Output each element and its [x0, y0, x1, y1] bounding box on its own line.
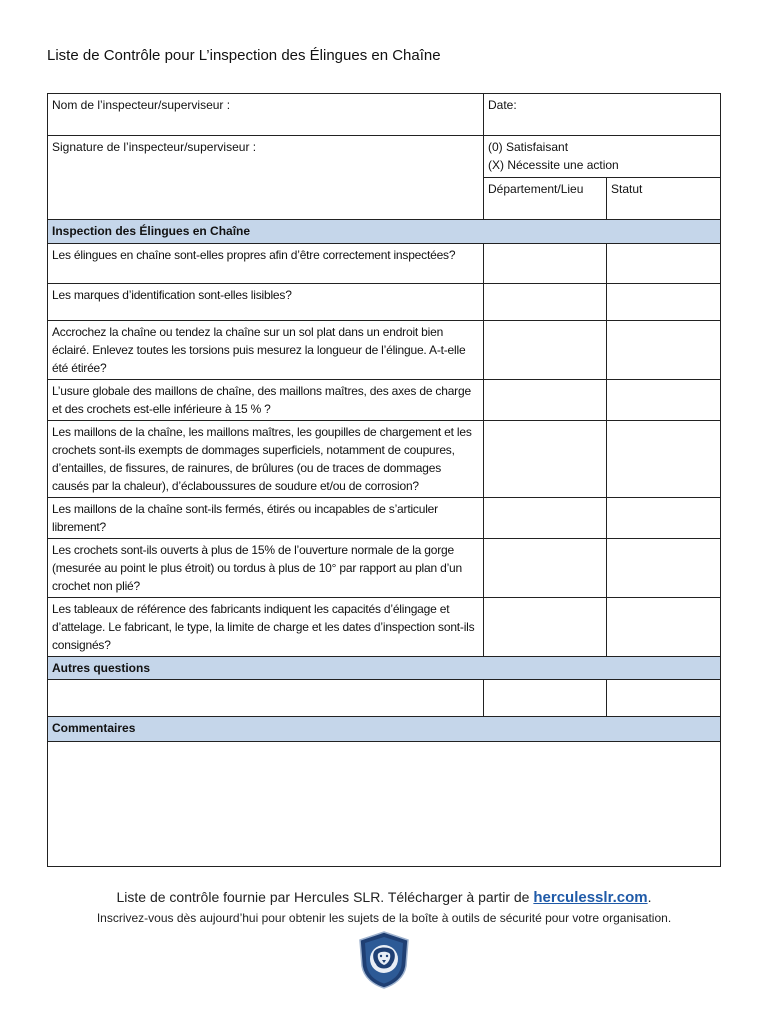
- status-cell[interactable]: [607, 284, 721, 321]
- inspection-form-table: [47, 93, 721, 867]
- department-cell[interactable]: [484, 244, 607, 284]
- department-cell[interactable]: [484, 321, 607, 380]
- department-cell[interactable]: [484, 539, 607, 598]
- question-text: Les élingues en chaîne sont-elles propres afin d’être correctement inspectées?: [48, 244, 484, 284]
- footer-provided-by: [0, 889, 768, 906]
- question-row: [48, 598, 721, 657]
- question-row: [48, 498, 721, 539]
- legend-action: (X) Nécessite une action: [488, 158, 619, 172]
- status-cell[interactable]: [607, 598, 721, 657]
- question-text: Les tableaux de référence des fabricants indiquent les capacités d’élingage et d’attelage. Le fabricant, le type, la limite de charge et les dates d’inspection sont-ils consignés?: [48, 598, 484, 657]
- question-row: [48, 244, 721, 284]
- herculesslr-link[interactable]: herculesslr.com: [533, 889, 648, 906]
- inspection-section-header: [48, 220, 721, 244]
- header-row-signature: [48, 136, 721, 178]
- question-row: [48, 421, 721, 498]
- question-row: [48, 321, 721, 380]
- question-text: Les maillons de la chaîne, les maillons maîtres, les goupilles de chargement et les crochets sont-ils exempts de dommages superficiels, notamment de coupures, d’entailles, de fissures, de rainures, de brûlures (ou de traces de dommages causés par la chaleur), d’éclaboussures de soudure et/ou de corrosion?: [48, 421, 484, 498]
- status-cell[interactable]: [607, 321, 721, 380]
- department-cell[interactable]: [484, 598, 607, 657]
- inspector-name-field[interactable]: [48, 94, 484, 136]
- department-cell[interactable]: [484, 680, 607, 717]
- other-section-title: Autres questions: [48, 657, 721, 680]
- status-cell[interactable]: [607, 498, 721, 539]
- status-cell[interactable]: [607, 680, 721, 717]
- other-section-header: [48, 657, 721, 680]
- question-text: Les crochets sont-ils ouverts à plus de 15% de l’ouverture normale de la gorge (mesurée au point le plus étroit) ou tordus à plus de 10° par rapport au plan d’un crochet non plié?: [48, 539, 484, 598]
- status-cell[interactable]: [607, 421, 721, 498]
- comments-section-header: [48, 717, 721, 742]
- department-cell[interactable]: [484, 421, 607, 498]
- signature-field[interactable]: [48, 136, 484, 220]
- department-header: Département/Lieu: [484, 178, 607, 220]
- legend-satisfactory: (0) Satisfaisant: [488, 140, 569, 154]
- department-cell[interactable]: [484, 380, 607, 421]
- other-question-field[interactable]: [48, 680, 484, 717]
- comments-row: [48, 742, 721, 867]
- inspection-section-title: Inspection des Élingues en Chaîne: [48, 220, 721, 244]
- footer-signup-text: Inscrivez-vous dès aujourd’hui pour obtenir les sujets de la boîte à outils de sécurité pour votre organisation.: [96, 911, 672, 925]
- signature-label: Signature de l’inspecteur/superviseur :: [52, 140, 257, 154]
- legend-cell: [484, 136, 721, 178]
- department-cell[interactable]: [484, 498, 607, 539]
- page-title: Liste de Contrôle pour L’inspection des Élingues en Chaîne: [47, 47, 441, 64]
- status-cell[interactable]: [607, 380, 721, 421]
- question-row: [48, 284, 721, 321]
- inspector-name-label: Nom de l’inspecteur/superviseur :: [52, 98, 231, 112]
- status-cell[interactable]: [607, 539, 721, 598]
- comments-section-title: Commentaires: [48, 717, 721, 742]
- question-text: Les maillons de la chaîne sont-ils fermés, étirés ou incapables de s’articuler librement?: [48, 498, 484, 539]
- date-label: Date:: [488, 98, 517, 112]
- footer-link-suffix: .: [647, 889, 652, 905]
- comments-field[interactable]: [48, 742, 721, 867]
- status-header: Statut: [607, 178, 721, 220]
- question-text: L’usure globale des maillons de chaîne, des maillons maîtres, des axes de charge et des crochets est-elle inférieure à 15 % ?: [48, 380, 484, 421]
- footer-provided-text: Liste de contrôle fournie par Hercules SLR. Télécharger à partir de: [116, 889, 534, 905]
- status-cell[interactable]: [607, 244, 721, 284]
- date-field[interactable]: [484, 94, 721, 136]
- question-row: [48, 539, 721, 598]
- header-row-inspector: [48, 94, 721, 136]
- question-text: Les marques d’identification sont-elles lisibles?: [48, 284, 484, 321]
- lion-shield-logo-icon: [356, 930, 412, 990]
- other-question-row: [48, 680, 721, 717]
- department-cell[interactable]: [484, 284, 607, 321]
- question-row: [48, 380, 721, 421]
- question-text: Accrochez la chaîne ou tendez la chaîne sur un sol plat dans un endroit bien éclairé. Enlevez toutes les torsions puis mesurez la longueur de l’élingue. A-t-elle été étirée?: [48, 321, 484, 380]
